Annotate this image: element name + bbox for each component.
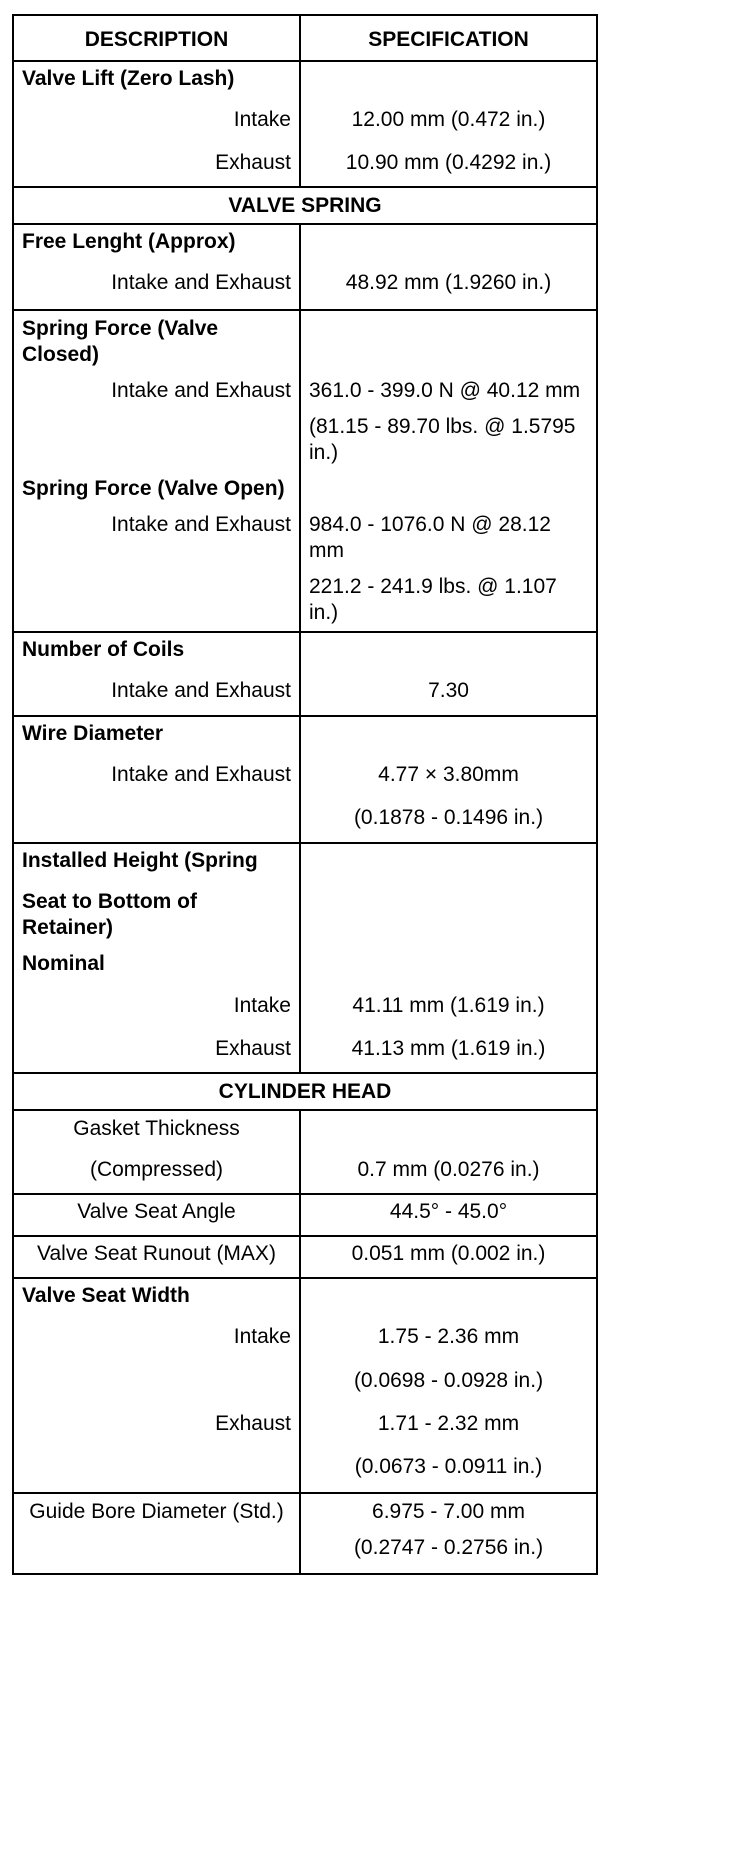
row-specification: [300, 471, 597, 507]
section-title: VALVE SPRING: [13, 187, 597, 224]
row-specification: 0.051 mm (0.002 in.): [300, 1236, 597, 1278]
row-specification: 361.0 - 399.0 N @ 40.12 mm: [309, 379, 581, 402]
row-description: Free Lenght (Approx): [13, 224, 300, 265]
row-description: Intake and Exhaust: [13, 757, 300, 800]
row-description: Intake: [13, 1319, 300, 1363]
row-specification: 0.7 mm (0.0276 in.): [357, 1158, 540, 1181]
row-specification: 6.975 - 7.00 mm: [300, 1493, 597, 1530]
table-row: [13, 800, 597, 843]
row-specification: (0.2747 - 0.2756 in.): [353, 1536, 544, 1559]
table-row: [13, 409, 597, 471]
row-specification: (0.0698 - 0.0928 in.): [353, 1369, 544, 1392]
row-specification: 41.11 mm (1.619 in.): [352, 994, 545, 1017]
table-row: [13, 1406, 597, 1449]
table-row: [13, 673, 597, 716]
row-description: Valve Lift (Zero Lash): [13, 61, 300, 102]
table-row: [13, 1449, 597, 1493]
table-row: [13, 1363, 597, 1406]
table-row: [13, 843, 597, 884]
table-row: [13, 946, 597, 988]
row-specification: [300, 843, 597, 884]
row-description: [13, 1363, 300, 1406]
row-description: (Compressed): [13, 1153, 300, 1194]
row-specification: [300, 61, 597, 102]
table-row: [13, 1319, 597, 1363]
row-specification: 1.71 - 2.32 mm: [377, 1412, 520, 1435]
table-row: [13, 224, 597, 265]
table-row: [13, 1236, 597, 1278]
row-description: [13, 409, 300, 471]
row-specification: 44.5° - 45.0°: [300, 1194, 597, 1236]
row-specification: 41.13 mm (1.619 in.): [351, 1037, 546, 1060]
row-description: Valve Seat Angle: [13, 1194, 300, 1236]
row-description: [13, 800, 300, 843]
row-description: Valve Seat Width: [13, 1278, 300, 1319]
row-description: Gasket Thickness: [13, 1110, 300, 1153]
table-row: [13, 757, 597, 800]
row-description: Valve Seat Runout (MAX): [13, 1236, 300, 1278]
table-row: [13, 1194, 597, 1236]
row-description: [13, 569, 300, 632]
row-specification: (81.15 - 89.70 lbs. @ 1.5795 in.): [309, 415, 576, 464]
row-description: [13, 1449, 300, 1493]
table-row: [13, 373, 597, 409]
row-specification: [300, 224, 597, 265]
section-row: [13, 187, 597, 224]
row-specification: 1.75 - 2.36 mm: [377, 1325, 520, 1348]
row-description: Installed Height (Spring: [13, 843, 300, 884]
row-description: Exhaust: [13, 1406, 300, 1449]
section-title: CYLINDER HEAD: [13, 1073, 597, 1110]
table-row: [13, 471, 597, 507]
table-row: [13, 265, 597, 310]
row-specification: [300, 946, 597, 988]
table-row: [13, 102, 597, 146]
row-description: Spring Force (Valve Open): [13, 471, 300, 507]
table-row: [13, 569, 597, 632]
row-specification: 984.0 - 1076.0 N @ 28.12 mm: [309, 513, 551, 562]
table-row: [13, 146, 597, 187]
row-description: Intake and Exhaust: [13, 373, 300, 409]
row-specification: 4.77 × 3.80mm: [378, 763, 519, 786]
row-specification: [300, 310, 597, 373]
table-row: [13, 988, 597, 1032]
row-specification: 7.30: [428, 679, 469, 702]
table-row: [13, 1530, 597, 1574]
table-row: [13, 632, 597, 673]
section-row: [13, 1073, 597, 1110]
table-row: [13, 1153, 597, 1194]
table-row: [13, 716, 597, 757]
row-description: Number of Coils: [13, 632, 300, 673]
row-description: Exhaust: [13, 1032, 300, 1073]
row-description: Spring Force (Valve Closed): [13, 310, 300, 373]
table-row: [13, 1278, 597, 1319]
row-description: Seat to Bottom of Retainer): [13, 884, 300, 946]
row-specification: 12.00 mm (0.472 in.): [351, 108, 546, 131]
row-specification: [300, 716, 597, 757]
description-header: DESCRIPTION: [13, 15, 300, 61]
row-specification: 221.2 - 241.9 lbs. @ 1.107 in.): [309, 575, 557, 624]
table-row: [13, 1493, 597, 1530]
row-description: Intake: [13, 988, 300, 1032]
specification-header: SPECIFICATION: [368, 28, 529, 51]
table-row: [13, 310, 597, 373]
table-row: [13, 1032, 597, 1073]
table-row: [13, 884, 597, 946]
row-description: Intake and Exhaust: [13, 507, 300, 569]
row-description: Intake and Exhaust: [13, 673, 300, 716]
row-specification: [300, 632, 597, 673]
row-description: [13, 1530, 300, 1574]
row-description: Intake and Exhaust: [13, 265, 300, 310]
row-specification: (0.1878 - 0.1496 in.): [353, 806, 544, 829]
row-specification: 10.90 mm (0.4292 in.): [345, 151, 552, 174]
table-row: [13, 1110, 597, 1153]
table-row: [13, 61, 597, 102]
header-row: [13, 15, 597, 61]
row-specification: [300, 1278, 597, 1319]
row-specification: 48.92 mm (1.9260 in.): [345, 271, 552, 294]
row-description: Guide Bore Diameter (Std.): [13, 1493, 300, 1530]
row-description: Intake: [13, 102, 300, 146]
row-specification: (0.0673 - 0.0911 in.): [354, 1455, 543, 1478]
row-specification: [300, 1110, 597, 1153]
row-description: Nominal: [13, 946, 300, 988]
spec-table: [12, 14, 598, 1575]
row-specification: [300, 884, 597, 946]
row-description: Exhaust: [13, 146, 300, 187]
table-row: [13, 507, 597, 569]
row-description: Wire Diameter: [13, 716, 300, 757]
